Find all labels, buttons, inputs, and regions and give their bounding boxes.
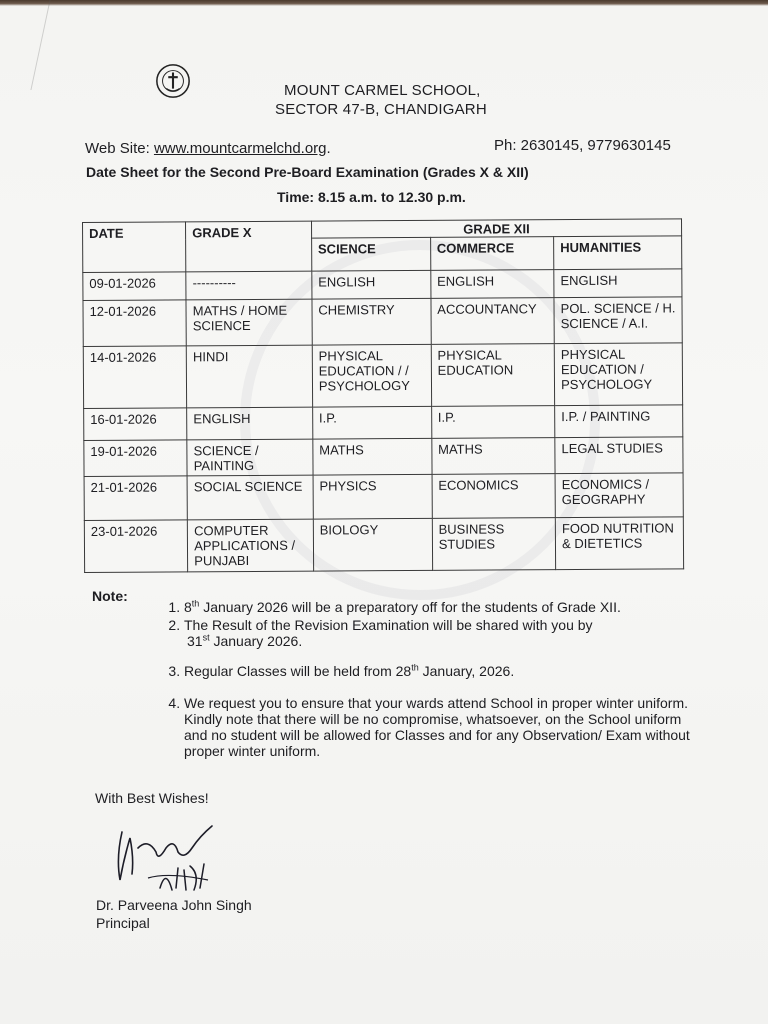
closing-wishes: With Best Wishes! [95, 790, 209, 806]
row-humanities: FOOD NUTRITION & DIETETICS [555, 517, 683, 570]
header-commerce: COMMERCE [430, 237, 554, 271]
row-commerce: ACCOUNTANCY [431, 298, 555, 345]
row-humanities: LEGAL STUDIES [555, 437, 683, 474]
note-2-day: 31 [187, 633, 203, 649]
row-commerce: ENGLISH [431, 270, 555, 299]
note-4-text: We request you to ensure that your wards attend School in proper winter uniform. Kindly note that there will be no compromise, whatsoever, on the School uniform and no student will be allowed for Classes and for any Observation/ Exam without proper winter uniform. [184, 695, 690, 759]
row-commerce: BUSINESS STUDIES [432, 518, 556, 571]
row-grade-x: ENGLISH [187, 407, 313, 440]
table-row [84, 473, 683, 521]
row-humanities: ENGLISH [554, 269, 682, 298]
note-label: Note: [92, 588, 128, 604]
note-3-tail: January, 2026. [418, 663, 515, 679]
note-1-text: January 2026 will be a preparatory off for the students of Grade XII. [199, 599, 621, 615]
header-grade-x: GRADE X [186, 221, 312, 272]
note-2-tail: January 2026. [209, 633, 303, 649]
header-science: SCIENCE [311, 237, 430, 271]
school-address: SECTOR 47-B, CHANDIGARH [275, 101, 487, 118]
table-row [84, 437, 683, 477]
row-humanities: ECONOMICS / GEOGRAPHY [555, 473, 683, 518]
row-science: ENGLISH [312, 270, 431, 299]
row-commerce: MATHS [432, 438, 556, 475]
note-3-text: Regular Classes will be held from 28 [184, 663, 412, 679]
row-date: 21-01-2026 [84, 476, 187, 521]
row-grade-x: SCIENCE / PAINTING [187, 439, 313, 476]
row-science: PHYSICAL EDUCATION / / PSYCHOLOGY [312, 344, 431, 407]
table-row [83, 297, 682, 347]
row-date: 14-01-2026 [83, 346, 187, 409]
row-grade-x: ---------- [186, 271, 312, 300]
phone-numbers: Ph: 2630145, 9779630145 [494, 137, 671, 154]
row-grade-x: COMPUTER APPLICATIONS / PUNJABI [188, 519, 314, 572]
header-date: DATE [83, 222, 186, 273]
row-science: BIOLOGY [313, 518, 432, 571]
note-2-sup: st [202, 632, 210, 643]
note-item [184, 695, 704, 759]
website-link[interactable]: www.mountcarmelchd.org [153, 140, 327, 157]
table-row [83, 343, 682, 409]
row-grade-x: HINDI [186, 345, 312, 408]
row-date: 19-01-2026 [84, 440, 187, 477]
note-item [184, 599, 704, 615]
note-1-day: 8 [184, 599, 192, 615]
row-science: MATHS [313, 438, 432, 475]
table-row [83, 269, 682, 301]
note-item [184, 663, 704, 679]
row-commerce: PHYSICAL EDUCATION [431, 344, 555, 407]
row-commerce: I.P. [431, 406, 555, 439]
website-line [85, 140, 331, 157]
top-edge-shadow [0, 0, 768, 6]
row-science: I.P. [312, 406, 431, 439]
principal-signature [108, 818, 228, 898]
row-grade-x: SOCIAL SCIENCE [187, 475, 313, 520]
row-science: PHYSICS [313, 474, 432, 519]
principal-title: Principal [96, 915, 150, 931]
row-date: 12-01-2026 [83, 300, 186, 347]
note-2-text: The Result of the Revision Examination will be shared with you by [184, 617, 593, 633]
school-logo-icon [154, 62, 192, 100]
table-row [84, 517, 683, 573]
notes-list [160, 599, 704, 759]
row-grade-x: MATHS / HOME SCIENCE [186, 299, 312, 346]
row-humanities: PHYSICAL EDUCATION / PSYCHOLOGY [554, 343, 682, 406]
header-grade-xii: GRADE XII [311, 219, 681, 238]
date-sheet-title: Date Sheet for the Second Pre-Board Examination (Grades X & XII) [86, 164, 529, 180]
row-humanities: POL. SCIENCE / H. SCIENCE / A.I. [554, 297, 682, 344]
row-science: CHEMISTRY [312, 298, 431, 345]
note-1-sup: th [191, 598, 200, 609]
website-label: Web Site: [85, 140, 150, 157]
row-commerce: ECONOMICS [432, 474, 556, 519]
paper-fold [0, 0, 51, 90]
exam-time: Time: 8.15 a.m. to 12.30 p.m. [277, 189, 466, 205]
row-date: 09-01-2026 [83, 272, 186, 301]
row-humanities: I.P. / PAINTING [555, 405, 683, 438]
principal-name: Dr. Parveena John Singh [96, 897, 252, 913]
date-sheet-table [82, 218, 684, 573]
note-item [184, 617, 704, 649]
note-3-sup: th [411, 662, 419, 673]
website-suffix: . [326, 140, 331, 157]
row-date: 23-01-2026 [84, 520, 188, 573]
school-name: MOUNT CARMEL SCHOOL, [284, 82, 481, 99]
header-humanities: HUMANITIES [554, 236, 682, 270]
row-date: 16-01-2026 [84, 408, 187, 441]
table-row [84, 405, 683, 441]
